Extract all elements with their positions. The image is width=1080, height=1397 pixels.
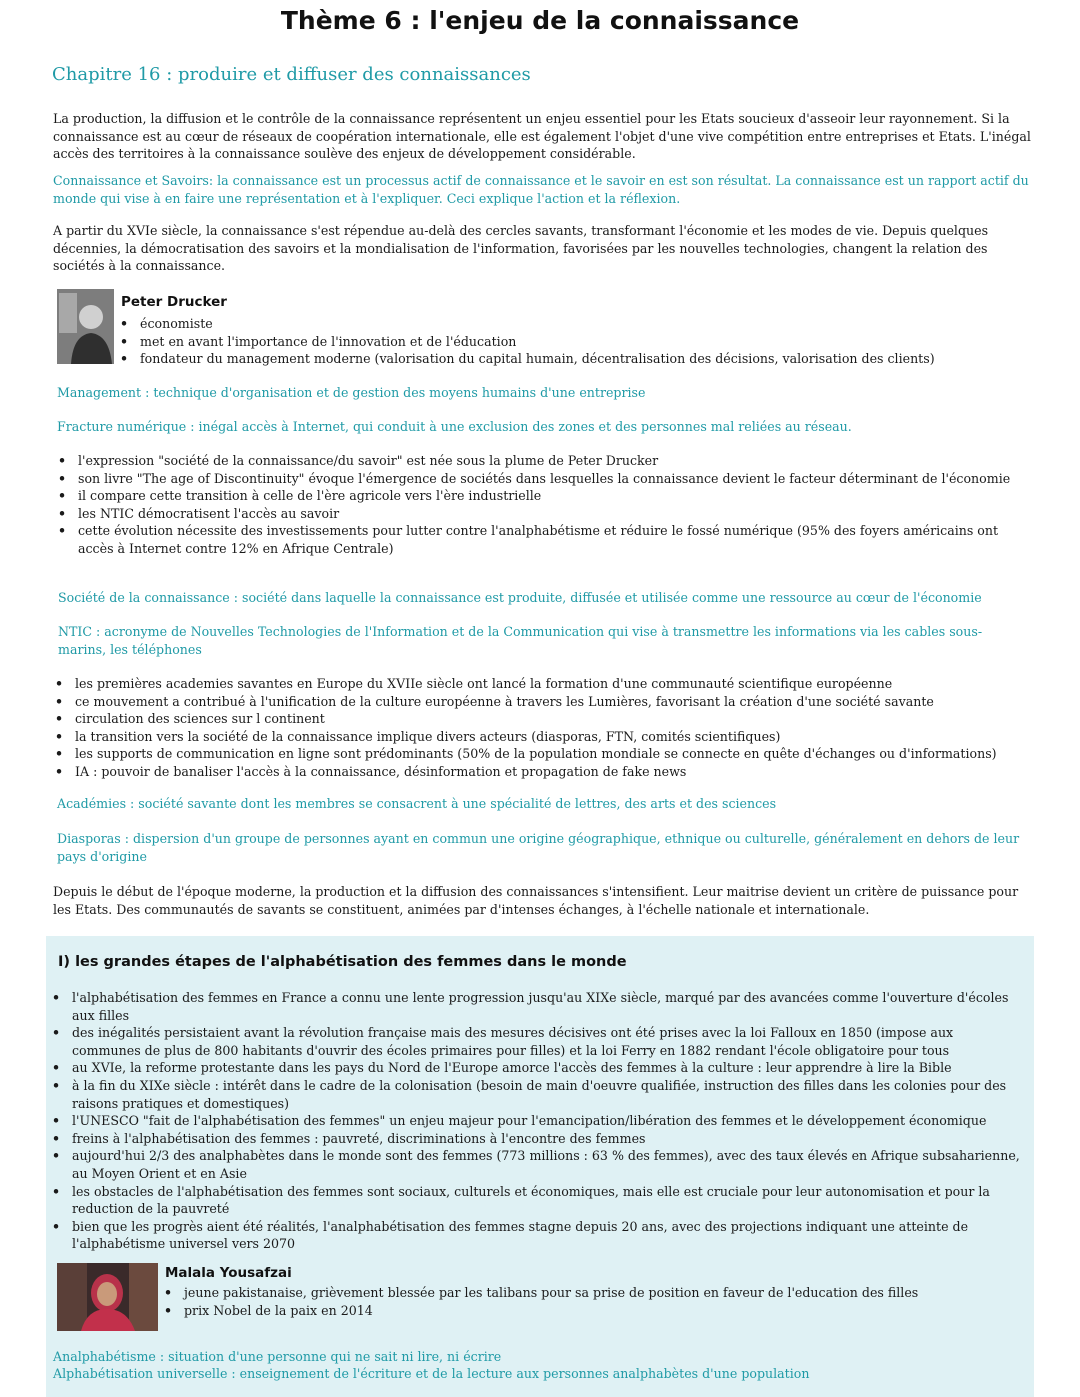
list-item: • cette évolution nécessite des investissements pour lutter contre l'analphabétisme et réduire le fossé numérique (95% des foyers américains ont accès à Internet contre 12% en Afrique Centrale) — [56, 522, 1022, 557]
list-item: • au XVIe, la reforme protestante dans les pays du Nord de l'Europe amorce l'accès des femmes à la culture : leur apprendre à lire la Bible — [50, 1059, 1025, 1077]
list-item: • les NTIC démocratisent l'accès au savoir — [56, 505, 1022, 523]
definition-management: Management : technique d'organisation et de gestion des moyens humains d'une entreprise — [57, 385, 646, 400]
definition-connaissance-savoirs: Connaissance et Savoirs: la connaissance est un processus actif de connaissance et le savoir en est son résultat. La connaissance est un rapport actif du monde qui vise à en faire une représentation et à l'expliquer. Ceci explique l'action et la réflexion. — [53, 173, 1029, 206]
definition-analphabetisme: Analphabétisme : situation d'une personne qui ne sait ni lire, ni écrire — [53, 1349, 502, 1364]
definition-academies: Académies : société savante dont les membres se consacrent à une spécialité de lettres, des arts et des sciences — [57, 796, 777, 811]
list-item: • l'UNESCO "fait de l'alphabétisation des femmes" un enjeu majeur pour l'emancipation/libération des femmes et le développement économique — [50, 1112, 1025, 1130]
list-item: • les obstacles de l'alphabétisation des femmes sont sociaux, culturels et économiques, mais elle est cruciale pour leur autonomisation et pour la reduction de la pauvreté — [50, 1183, 1025, 1218]
drucker-portrait-icon — [57, 289, 114, 364]
list-item: • met en avant l'importance de l'innovation et de l'éducation — [118, 333, 1018, 351]
list-item: • jeune pakistanaise, grièvement blessée par les talibans pour sa prise de position en faveur de l'education des filles — [162, 1284, 1022, 1302]
list-item: • freins à l'alphabétisation des femmes : pauvreté, discriminations à l'encontre des femmes — [50, 1130, 1025, 1148]
drucker-photo — [57, 289, 114, 364]
definition-fracture-numerique: Fracture numérique : inégal accès à Internet, qui conduit à une exclusion des zones et des personnes mal reliées au réseau. — [57, 419, 852, 434]
list-item: • circulation des sciences sur l continent — [53, 710, 1038, 728]
malala-portrait-icon — [57, 1263, 158, 1331]
paragraph-xvie: A partir du XVIe siècle, la connaissance s'est répendue au-delà des cercles savants, transformant l'économie et les modes de vie. Depuis quelques décennies, la démocratisation des savoirs et la mondialisation de l'information, favorisées par les nouvelles technologies, changent la relation des sociétés à la connaissance. — [53, 223, 989, 274]
malala-photo — [57, 1263, 158, 1331]
section-title: I) les grandes étapes de l'alphabétisation des femmes dans le monde — [58, 954, 627, 970]
chapter-title: Chapitre 16 : produire et diffuser des connaissances — [52, 64, 531, 85]
definition-alphabetisation-universelle: Alphabétisation universelle : enseignement de l'écriture et de la lecture aux personnes analphabètes d'une population — [53, 1366, 810, 1381]
list-item: • économiste — [118, 315, 1018, 333]
list-item: • fondateur du management moderne (valorisation du capital humain, décentralisation des décisions, valorisation des clients) — [118, 350, 1018, 368]
malala-name: Malala Yousafzai — [165, 1265, 292, 1281]
theme-title: Thème 6 : l'enjeu de la connaissance — [280, 6, 800, 35]
drucker-list — [118, 315, 1018, 368]
list-item: • prix Nobel de la paix en 2014 — [162, 1302, 1022, 1320]
list-item: • IA : pouvoir de banaliser l'accès à la connaissance, désinformation et propagation de fake news — [53, 763, 1038, 781]
list-item: • à la fin du XIXe siècle : intérêt dans le cadre de la colonisation (besoin de main d'oeuvre qualifiée, instruction des filles dans les colonies pour des raisons pratiques et domestiques) — [50, 1077, 1025, 1112]
definition-ntic: NTIC : acronyme de Nouvelles Technologies de l'Information et de la Communication qui vise à transmettre les informations via les cables sous-marins, les téléphones — [58, 624, 983, 657]
list-item: • bien que les progrès aient été réalités, l'analphabétisation des femmes stagne depuis 20 ans, avec des projections indiquant une atteinte de l'alphabétisme universel vers 2070 — [50, 1218, 1025, 1253]
definition-societe-connaissance: Société de la connaissance : société dans laquelle la connaissance est produite, diffusée et utilisée comme une ressource au cœur de l'économie — [58, 590, 982, 605]
malala-list — [162, 1284, 1022, 1319]
intro-paragraph: La production, la diffusion et le contrôle de la connaissance représentent un enjeu essentiel pour les Etats soucieux d'asseoir leur rayonnement. Si la connaissance est au cœur de réseaux de coopération internationale, elle est également l'objet d'une vive compétition entre entreprises et Etats. L'inégal accès des territoires à la connaissance soulève des enjeux de développement considérable. — [53, 111, 1031, 162]
definition-diasporas: Diasporas : dispersion d'un groupe de personnes ayant en commun une origine géographique, ethnique ou culturelle, généralement en dehors de leur pays d'origine — [57, 831, 1020, 864]
list-item: • l'expression "société de la connaissance/du savoir" est née sous la plume de Peter Drucker — [56, 452, 1022, 470]
paragraph-epoque-moderne: Depuis le début de l'époque moderne, la production et la diffusion des connaissances s'intensifient. Leur maitrise devient un critère de puissance pour les Etats. Des communautés de savants se constituent, animées par d'intenses échanges, à l'échelle nationale et internationale. — [53, 884, 1019, 917]
list-item: • la transition vers la société de la connaissance implique divers acteurs (diasporas, FTN, comités scientifiques) — [53, 728, 1038, 746]
list-item: • aujourd'hui 2/3 des analphabètes dans le monde sont des femmes (773 millions : 63 % des femmes), avec des taux élevés en Afrique subsaharienne, au Moyen Orient et en Asie — [50, 1147, 1025, 1182]
societe-bullets — [56, 452, 1022, 558]
list-item: • l'alphabétisation des femmes en France a connu une lente progression jusqu'au XIXe siècle, marqué par des avancées comme l'ouverture d'écoles aux filles — [50, 989, 1025, 1024]
drucker-name: Peter Drucker — [121, 294, 227, 310]
list-item: • les supports de communication en ligne sont prédominants (50% de la population mondiale se connecte en quête d'échanges ou d'informations) — [53, 745, 1038, 763]
list-item: • les premières academies savantes en Europe du XVIIe siècle ont lancé la formation d'une communauté scientifique européenne — [53, 675, 1038, 693]
list-item: • des inégalités persistaient avant la révolution française mais des mesures décisives ont été prises avec la loi Falloux en 1850 (impose aux communes de plus de 800 habitants d'ouvrir des écoles primaires pour filles) et la loi Ferry en 1882 rendant l'école obligatoire pour tous — [50, 1024, 1025, 1059]
list-item: • il compare cette transition à celle de l'ère agricole vers l'ère industrielle — [56, 487, 1022, 505]
list-item: • son livre "The age of Discontinuity" évoque l'émergence de sociétés dans lesquelles la connaissance devient le facteur déterminant de l'économie — [56, 470, 1022, 488]
list-item: • ce mouvement a contribué à l'unification de la culture européenne à travers les Lumières, favorisant la création d'une société savante — [53, 693, 1038, 711]
alphabetisation-bullets — [50, 989, 1025, 1253]
academies-bullets — [53, 675, 1038, 781]
